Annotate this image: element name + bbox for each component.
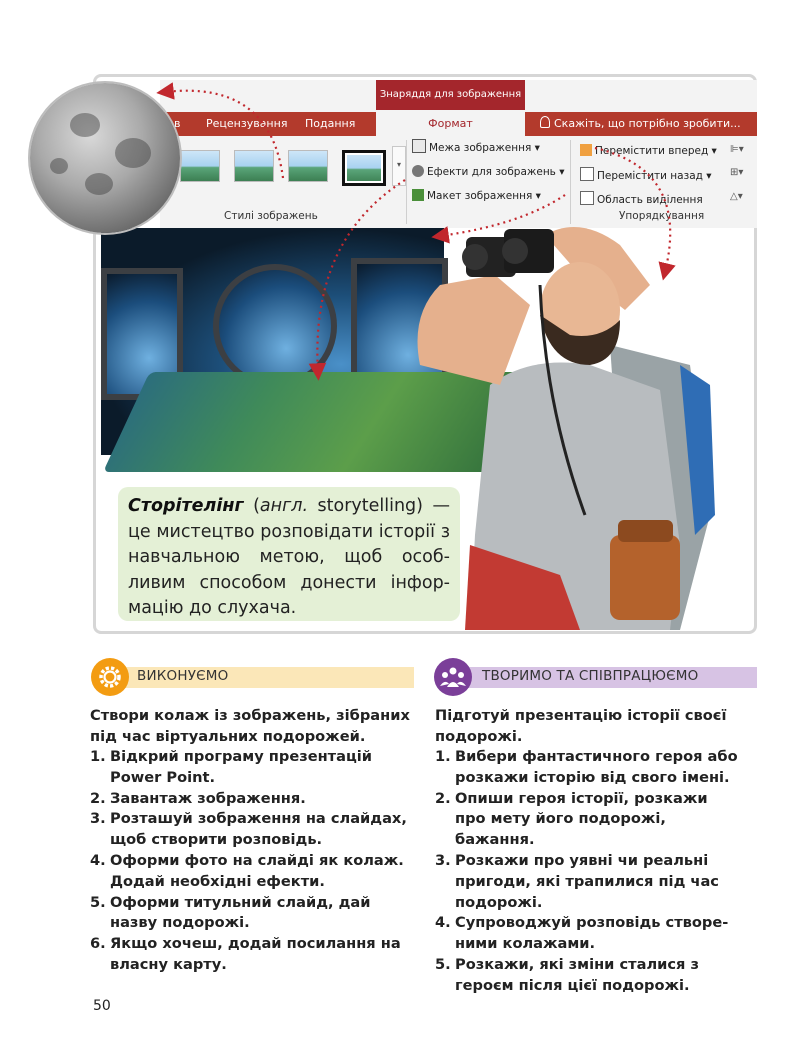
step-text: Оформи фото на слайді як колаж. Додай необхідні ефекти. [110, 851, 404, 890]
list-item [90, 893, 410, 935]
picture-border-label: Межа зображення ▾ [429, 142, 540, 154]
selection-pane-label: Область виділення [597, 194, 703, 206]
step-text: Супроводжуй розповідь створе-ними колажами. [455, 914, 729, 953]
tab-partial[interactable]: в [174, 117, 181, 130]
crater [115, 138, 151, 168]
step-text: Якщо хочеш, додай посилання на власну карту. [110, 935, 401, 973]
picture-layout-button[interactable] [412, 189, 541, 202]
picture-layout-label: Макет зображення ▾ [427, 190, 541, 202]
step-number: 6. [90, 935, 106, 953]
step-text: Розкажи про уявні чи реальні пригоди, які трапилися під час подорожі. [455, 851, 719, 911]
step-number: 2. [435, 789, 451, 807]
list-item [435, 851, 740, 913]
definition-box [118, 487, 460, 621]
page-number: 50 [93, 998, 111, 1014]
gear-icon [91, 658, 129, 696]
rotate-icon[interactable]: △▾ [730, 191, 743, 202]
picture-style-thumb[interactable] [234, 150, 274, 182]
step-number: 2. [90, 789, 106, 807]
list-item [90, 934, 410, 976]
align-icon[interactable]: ⊫▾ [730, 144, 744, 155]
section-title-left: ВИКОНУЄМО [137, 668, 229, 684]
selection-pane-icon [580, 191, 594, 205]
right-steps-list [435, 747, 740, 997]
picture-effects-label: Ефекти для зображень ▾ [427, 166, 565, 178]
step-text: Оформи титульний слайд, дай назву подорожі. [110, 893, 371, 932]
definition-lang: англ. [259, 496, 309, 516]
send-backward-icon [580, 167, 594, 181]
tell-me-label: Скажіть, що потрібно зробити... [554, 117, 741, 130]
step-text: Відкрий програму презентацій [110, 748, 373, 765]
left-lead-text: Створи колаж із зображень, зібраних під час віртуальних подорожей. [90, 707, 410, 745]
people-group-icon [434, 658, 472, 696]
lightbulb-icon [540, 116, 550, 128]
crater [85, 173, 113, 195]
right-lead-text: Підготуй презентацію історії своєї подорожі. [435, 707, 727, 745]
step-number: 5. [90, 893, 106, 911]
list-item [435, 955, 740, 997]
bring-forward-label: Перемістити вперед ▾ [595, 145, 717, 157]
picture-effects-button[interactable] [412, 165, 564, 178]
send-backward-button[interactable] [580, 167, 712, 182]
arrange-group-label: Упорядкування [619, 210, 705, 222]
step-number: 3. [435, 851, 451, 869]
picture-tools-header: Знаряддя для зображення [376, 80, 525, 110]
picture-style-thumb[interactable] [288, 150, 328, 182]
list-item [90, 789, 410, 810]
tab-view[interactable]: Подання [305, 117, 356, 130]
step-number: 3. [90, 810, 106, 828]
step-text: Розкажи, які зміни сталися з героєм після цієї подорожі. [455, 955, 699, 994]
definition-body: це мистецтво розповідати історії з навчальною метою, щоб особ-ливим способом донести інфор-мацію до слухача. [128, 521, 450, 618]
definition-open-paren: ( [253, 496, 260, 516]
ribbon-divider [570, 140, 571, 224]
step-text: Вибери фантастичного героя або розкажи історію від свого імені. [455, 748, 738, 786]
send-backward-label: Перемістити назад ▾ [597, 170, 712, 182]
step-number: 1. [90, 748, 106, 765]
tab-review[interactable]: Рецензування [206, 117, 288, 130]
step-number: 1. [435, 748, 451, 765]
step-text: Опиши героя історії, розкажи про мету його подорожі, бажання. [455, 789, 708, 849]
bring-forward-icon [580, 144, 592, 156]
group-icon[interactable]: ⊞▾ [730, 167, 744, 178]
ribbon-divider [406, 140, 407, 224]
picture-styles-group-label: Стилі зображень [224, 210, 318, 222]
moon-image [30, 83, 180, 233]
step-text-tail: Power Point. [110, 768, 216, 786]
section-title-right: ТВОРИМО ТА СПІВПРАЦЮЄМО [482, 668, 699, 684]
list-item [435, 913, 740, 955]
step-number: 4. [90, 851, 106, 869]
list-item [435, 789, 740, 851]
tell-me-search[interactable] [540, 112, 741, 136]
pencil-icon [412, 139, 426, 153]
tab-format[interactable]: Формат [376, 110, 525, 137]
crater [50, 158, 68, 174]
selection-pane-button[interactable] [580, 191, 703, 206]
picture-style-thumb[interactable] [180, 150, 220, 182]
picture-style-thumb-selected[interactable] [342, 150, 386, 186]
step-number: 5. [435, 955, 451, 973]
effects-icon [412, 165, 424, 177]
list-item [90, 747, 410, 789]
bring-forward-button[interactable] [580, 144, 717, 157]
left-steps-list [90, 747, 410, 976]
collaboration-icon [434, 658, 472, 696]
step-text: Завантаж зображення. [110, 789, 306, 807]
definition-text [128, 494, 450, 622]
layout-icon [412, 189, 424, 201]
crater [70, 113, 100, 137]
picture-border-button[interactable] [412, 139, 540, 154]
gear-icon-shape [91, 658, 129, 696]
window-center [213, 264, 337, 388]
list-item [90, 851, 410, 893]
definition-term: Сторітелінг [128, 496, 244, 516]
styles-scroll-icon[interactable]: ▾ [392, 146, 406, 186]
definition-english: storytelling) — [317, 496, 450, 516]
list-item [90, 809, 410, 851]
step-text: Розташуй зображення на слайдах, щоб створити розповідь. [110, 810, 407, 849]
step-number: 4. [435, 914, 451, 932]
list-item [435, 747, 740, 789]
